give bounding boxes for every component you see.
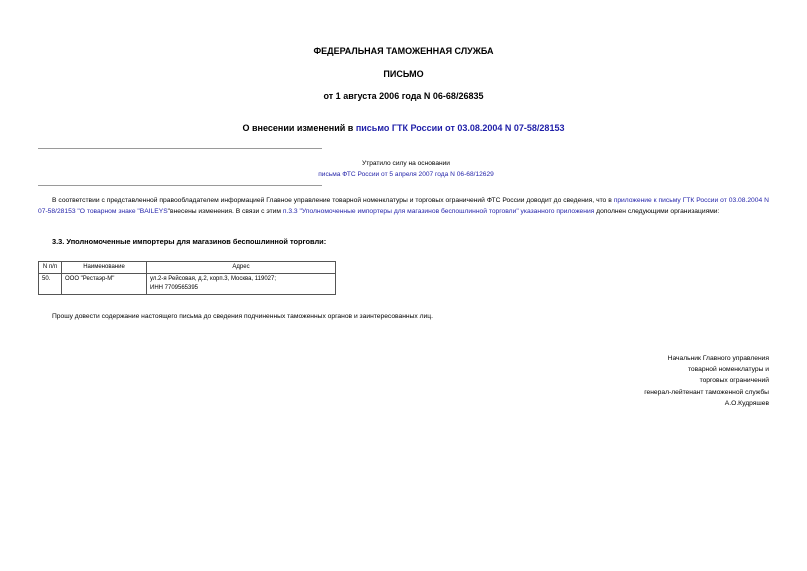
divider-top [38,148,322,149]
document-subject [0,123,807,133]
header-name: Наименование [62,262,147,274]
signature-block [644,353,769,409]
appendix-link[interactable]: приложение к письму ГТК России от 03.08.2004 N 07-58/28153 [38,197,769,216]
brand-name: BAILEYS [139,208,168,216]
header-number: N п/п [39,262,62,274]
cell-number: 50. [39,274,62,295]
table-header-row [39,262,336,274]
divider-bottom [38,185,322,186]
subject-prefix: О внесении изменений в [242,123,356,133]
cell-address [147,274,336,295]
signature-line-3: торговых ограничений [699,377,769,385]
organization-title: ФЕДЕРАЛЬНАЯ ТАМОЖЕННАЯ СЛУЖБА [313,46,494,56]
body-paragraph-1 [38,195,769,217]
body-paragraph-2: Прошу довести содержание настоящего письма до сведения подчиненных таможенных органов и заинтересованных лиц. [52,313,433,320]
p1-text-2: "О товарном знаке " [75,208,140,216]
cell-name: ООО "Рестаэр-М" [62,274,147,295]
address-line-2: ИНН 7709565395 [150,285,199,291]
status-note-link-wrapper [206,169,606,180]
signature-name: А.О.Кудряшев [724,399,769,407]
status-note: Утратило силу на основании [362,160,450,167]
p1-text-1: В соответствии с представленной правообладателем информацией Главное управление товарной номенклатуры и торговых ограничений ФТС России доводит до сведения, что в [52,197,614,204]
header-address: Адрес [147,262,336,274]
address-line-1: ул.2-я Рейсовая, д.2, корп.3, Москва, 119027; [150,276,277,282]
trademark-link[interactable] [76,208,168,215]
signature-line-4: генерал-лейтенант таможенной службы [644,388,769,396]
table-row [39,274,336,295]
section-title: 3.3. Уполномоченные импортеры для магазинов беспошлинной торговли: [52,237,327,246]
p1-text-4: дополнен следующими организациями: [594,208,720,216]
status-note-link[interactable]: письма ФТС России от 5 апреля 2007 года N 06-68/12629 [318,171,494,178]
p1-text-3: "внесены изменения. В связи с этим [167,208,283,216]
importers-table [38,261,336,295]
signature-line-2: товарной номенклатуры и [687,366,769,374]
document-type: ПИСЬМО [383,69,424,79]
subject-link[interactable]: письмо ГТК России от 03.08.2004 N 07-58/28153 [355,123,565,133]
document-date: от 1 августа 2006 года N 06-68/26835 [323,91,484,101]
signature-line-1: Начальник Главного управления [667,355,769,362]
section-link[interactable]: п.3.3 "Уполномоченные импортеры для магазинов беспошлинной торговли" указанного приложения [282,208,595,216]
